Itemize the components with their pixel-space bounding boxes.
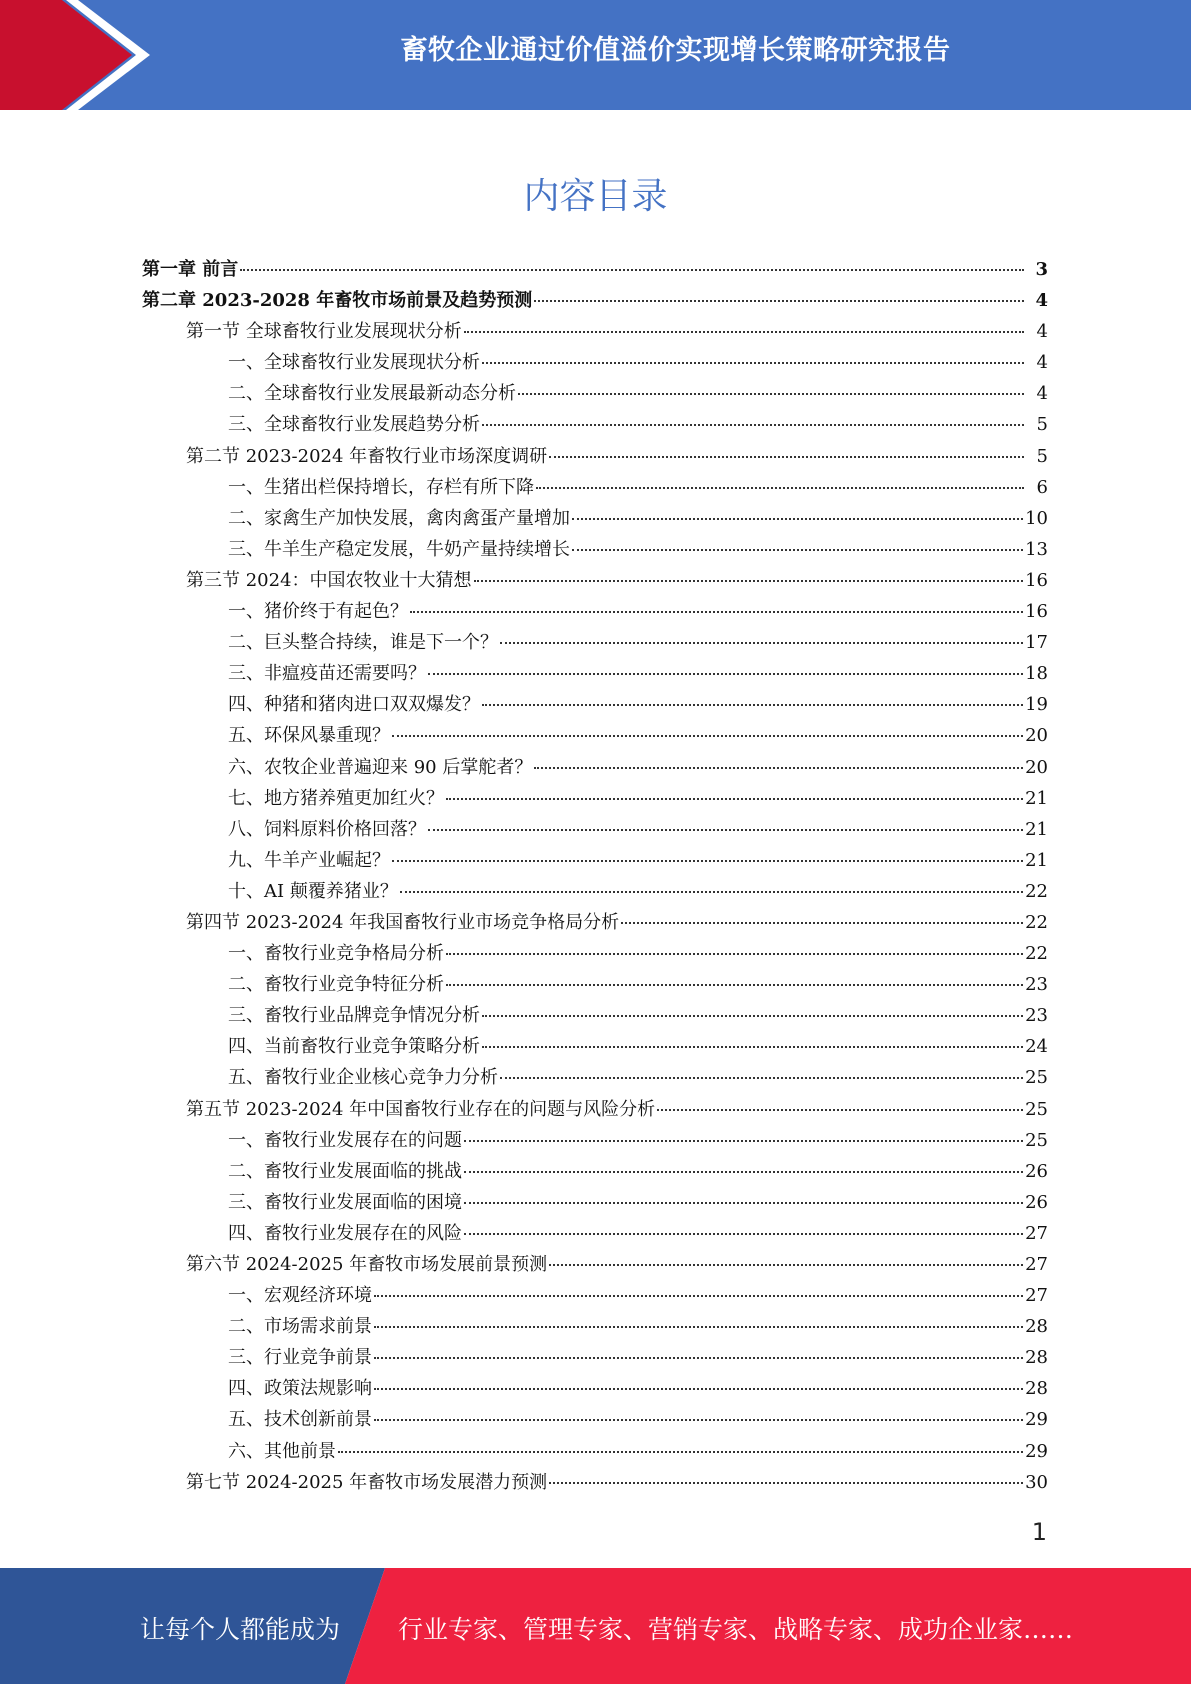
toc-entry-label: 第七节 2024-2025 年畜牧市场发展潜力预测 xyxy=(186,1471,548,1493)
toc-entry-page: 28 xyxy=(1025,1316,1048,1338)
toc-entry[interactable] xyxy=(142,1467,1048,1498)
toc-entry-label: 第六节 2024-2025 年畜牧市场发展前景预测 xyxy=(186,1254,548,1275)
toc-dot-leader xyxy=(374,1388,1023,1390)
toc-entry[interactable] xyxy=(142,1125,1048,1156)
toc-entry-page: 16 xyxy=(1025,601,1048,623)
toc-dot-leader xyxy=(446,798,1023,800)
toc-dot-leader xyxy=(621,922,1023,924)
toc-dot-leader xyxy=(374,1419,1023,1421)
toc-entry-page: 30 xyxy=(1025,1471,1048,1493)
footer-slogan-right: 行业专家、管理专家、营销专家、战略专家、成功企业家…… xyxy=(398,1615,1074,1644)
toc-entry-page: 21 xyxy=(1025,849,1048,871)
toc-entry-page: 16 xyxy=(1025,569,1048,591)
toc-entry[interactable] xyxy=(142,752,1048,783)
toc-entry[interactable] xyxy=(142,1187,1048,1218)
toc-entry[interactable] xyxy=(142,1094,1048,1125)
toc-dot-leader xyxy=(374,1295,1023,1297)
toc-entry-label: 第二章 2023-2028 年畜牧市场前景及趋势预测 xyxy=(142,290,533,312)
toc-entry[interactable] xyxy=(142,1436,1048,1467)
toc-dot-leader xyxy=(374,1357,1023,1359)
toc-entry[interactable] xyxy=(142,565,1048,596)
toc-dot-leader xyxy=(549,1482,1023,1484)
toc-entry[interactable] xyxy=(142,1000,1048,1031)
toc-dot-leader xyxy=(446,953,1023,955)
toc-entry-label: 第一节 全球畜牧行业发展现状分析 xyxy=(186,321,462,343)
toc-entry[interactable] xyxy=(142,1404,1048,1435)
toc-entry-page: 20 xyxy=(1025,725,1048,747)
toc-entry[interactable] xyxy=(142,938,1048,969)
toc-entry-page: 5 xyxy=(1036,445,1048,467)
toc-entry-page: 28 xyxy=(1025,1378,1048,1400)
toc-entry[interactable] xyxy=(142,441,1048,472)
toc-entry-page: 22 xyxy=(1025,880,1048,902)
toc-entry-label: 第二节 2023-2024 年畜牧行业市场深度调研 xyxy=(186,445,548,467)
toc-entry-label: 一、生猪出栏保持增长，存栏有所下降 xyxy=(228,476,534,498)
toc-entry-page: 13 xyxy=(1025,538,1048,560)
toc-entry-label: 三、畜牧行业品牌竞争情况分析 xyxy=(228,1005,480,1027)
toc-entry-page: 21 xyxy=(1025,818,1048,840)
toc-entry-page: 25 xyxy=(1025,1098,1048,1120)
toc-entry-label: 三、牛羊生产稳定发展，牛奶产量持续增长 xyxy=(228,538,570,560)
toc-entry[interactable] xyxy=(142,409,1048,440)
toc-entry[interactable] xyxy=(142,378,1048,409)
toc-entry[interactable] xyxy=(142,472,1048,503)
toc-entry-page: 24 xyxy=(1025,1036,1048,1058)
toc-dot-leader xyxy=(536,487,1024,489)
toc-entry-page: 27 xyxy=(1025,1285,1048,1307)
footer-banner xyxy=(0,1568,1191,1684)
toc-entry[interactable] xyxy=(142,814,1048,845)
footer-slogan-left: 让每个人都能成为 xyxy=(140,1615,341,1644)
toc-entry-label: 二、全球畜牧行业发展最新动态分析 xyxy=(228,383,516,405)
toc-dot-leader xyxy=(657,1109,1023,1111)
table-of-contents xyxy=(142,254,1048,1498)
toc-dot-leader xyxy=(549,1264,1023,1266)
toc-dot-leader xyxy=(338,1451,1023,1453)
toc-entry-page: 3 xyxy=(1035,259,1048,280)
toc-dot-leader xyxy=(534,300,1024,302)
toc-entry-page: 29 xyxy=(1025,1409,1048,1431)
toc-entry-label: 四、当前畜牧行业竞争策略分析 xyxy=(228,1036,480,1058)
toc-dot-leader xyxy=(500,642,1023,644)
toc-entry-page: 4 xyxy=(1036,352,1048,374)
toc-entry-label: 十、AI 颠覆养猪业？ xyxy=(228,880,398,902)
toc-entry-label: 六、农牧企业普遍迎来 90 后掌舵者？ xyxy=(228,756,533,778)
toc-entry-label: 一、畜牧行业竞争格局分析 xyxy=(228,943,444,965)
toc-heading: 内容目录 xyxy=(523,176,668,217)
toc-dot-leader xyxy=(482,362,1024,364)
toc-entry-page: 5 xyxy=(1036,414,1048,436)
toc-entry[interactable] xyxy=(142,783,1048,814)
toc-entry[interactable] xyxy=(142,969,1048,1000)
toc-entry-page: 19 xyxy=(1025,694,1048,716)
toc-entry-label: 七、地方猪养殖更加红火？ xyxy=(228,787,444,809)
toc-entry-label: 三、行业竞争前景 xyxy=(228,1347,372,1369)
toc-entry[interactable] xyxy=(142,534,1048,565)
toc-entry-page: 28 xyxy=(1025,1347,1048,1369)
toc-entry-label: 一、猪价终于有起色？ xyxy=(228,601,408,623)
page-number: 1 xyxy=(1031,1518,1047,1546)
report-title: 畜牧企业通过价值溢价实现增长策略研究报告 xyxy=(400,35,951,66)
toc-entry[interactable] xyxy=(142,254,1048,285)
toc-dot-leader xyxy=(374,1326,1023,1328)
toc-entry[interactable] xyxy=(142,1156,1048,1187)
toc-entry-page: 22 xyxy=(1025,911,1048,933)
toc-entry[interactable] xyxy=(142,627,1048,658)
toc-entry-label: 六、其他前景 xyxy=(228,1440,336,1462)
toc-entry[interactable] xyxy=(142,1280,1048,1311)
toc-dot-leader xyxy=(549,456,1024,458)
toc-entry[interactable] xyxy=(142,720,1048,751)
toc-dot-leader xyxy=(392,860,1023,862)
toc-entry-label: 一、宏观经济环境 xyxy=(228,1285,372,1307)
header-arrow-graphic xyxy=(0,0,170,110)
toc-entry-page: 20 xyxy=(1025,756,1048,778)
toc-dot-leader xyxy=(572,518,1023,520)
toc-entry-page: 26 xyxy=(1025,1160,1048,1182)
toc-dot-leader xyxy=(446,984,1023,986)
toc-dot-leader xyxy=(464,331,1024,333)
toc-entry[interactable] xyxy=(142,689,1048,720)
toc-dot-leader xyxy=(500,1077,1023,1079)
toc-dot-leader xyxy=(464,1140,1023,1142)
toc-entry[interactable] xyxy=(142,1062,1048,1093)
toc-entry[interactable] xyxy=(142,658,1048,689)
toc-entry[interactable] xyxy=(142,1249,1048,1280)
toc-dot-leader xyxy=(464,1202,1023,1204)
toc-entry[interactable] xyxy=(142,876,1048,907)
toc-dot-leader xyxy=(482,1015,1023,1017)
toc-entry-label: 五、环保风暴重现？ xyxy=(228,725,390,747)
header-banner xyxy=(0,0,1191,110)
toc-entry-label: 五、技术创新前景 xyxy=(228,1409,372,1431)
toc-dot-leader xyxy=(240,269,1024,271)
toc-entry[interactable] xyxy=(142,845,1048,876)
toc-entry[interactable] xyxy=(142,285,1048,316)
toc-entry-label: 二、畜牧行业发展面临的挑战 xyxy=(228,1160,462,1182)
toc-entry-label: 三、非瘟疫苗还需要吗？ xyxy=(228,663,426,685)
toc-dot-leader xyxy=(400,891,1023,893)
toc-dot-leader xyxy=(482,1046,1023,1048)
toc-dot-leader xyxy=(482,704,1023,706)
toc-entry-label: 二、市场需求前景 xyxy=(228,1316,372,1338)
toc-dot-leader xyxy=(482,424,1024,426)
toc-entry-page: 4 xyxy=(1035,290,1048,312)
toc-entry[interactable] xyxy=(142,316,1048,347)
toc-entry[interactable] xyxy=(142,347,1048,378)
toc-entry-label: 四、政策法规影响 xyxy=(228,1378,372,1400)
toc-entry-label: 二、畜牧行业竞争特征分析 xyxy=(228,974,444,996)
toc-entry[interactable] xyxy=(142,1218,1048,1249)
toc-entry-label: 第一章 前言 xyxy=(142,259,239,280)
toc-entry-page: 4 xyxy=(1036,383,1048,405)
toc-entry-label: 三、畜牧行业发展面临的困境 xyxy=(228,1191,462,1213)
toc-entry-label: 一、畜牧行业发展存在的问题 xyxy=(228,1129,462,1151)
toc-entry-label: 二、巨头整合持续，谁是下一个？ xyxy=(228,632,498,654)
toc-entry-label: 四、种猪和猪肉进口双双爆发？ xyxy=(228,694,480,716)
toc-entry-page: 25 xyxy=(1025,1067,1048,1089)
toc-entry-page: 21 xyxy=(1025,787,1048,809)
toc-dot-leader xyxy=(534,767,1023,769)
toc-entry[interactable] xyxy=(142,596,1048,627)
toc-entry[interactable] xyxy=(142,1031,1048,1062)
toc-entry-page: 17 xyxy=(1025,632,1048,654)
toc-entry-page: 25 xyxy=(1025,1129,1048,1151)
toc-entry-page: 22 xyxy=(1025,943,1048,965)
toc-entry[interactable] xyxy=(142,1342,1048,1373)
toc-entry[interactable] xyxy=(142,1373,1048,1404)
toc-dot-leader xyxy=(572,549,1023,551)
toc-entry-page: 27 xyxy=(1025,1222,1048,1244)
toc-entry-label: 第四节 2023-2024 年我国畜牧行业市场竞争格局分析 xyxy=(186,911,620,933)
toc-entry-page: 6 xyxy=(1036,476,1048,498)
toc-entry-label: 三、全球畜牧行业发展趋势分析 xyxy=(228,414,480,436)
toc-entry[interactable] xyxy=(142,1311,1048,1342)
toc-entry[interactable] xyxy=(142,907,1048,938)
toc-entry-page: 27 xyxy=(1025,1254,1048,1275)
toc-entry-page: 26 xyxy=(1025,1191,1048,1213)
toc-dot-leader xyxy=(464,1233,1023,1235)
toc-entry-label: 九、牛羊产业崛起？ xyxy=(228,849,390,871)
toc-dot-leader xyxy=(392,735,1023,737)
toc-entry-page: 4 xyxy=(1036,321,1048,343)
toc-entry-label: 第三节 2024：中国农牧业十大猜想 xyxy=(186,569,472,591)
toc-entry-label: 第五节 2023-2024 年中国畜牧行业存在的问题与风险分析 xyxy=(186,1098,656,1120)
toc-entry-label: 一、全球畜牧行业发展现状分析 xyxy=(228,352,480,374)
toc-dot-leader xyxy=(474,580,1024,582)
toc-entry-page: 18 xyxy=(1025,663,1048,685)
toc-entry-page: 29 xyxy=(1025,1440,1048,1462)
toc-dot-leader xyxy=(518,393,1024,395)
toc-dot-leader xyxy=(428,673,1023,675)
toc-entry-label: 四、畜牧行业发展存在的风险 xyxy=(228,1222,462,1244)
toc-dot-leader xyxy=(428,829,1023,831)
toc-entry-label: 五、畜牧行业企业核心竞争力分析 xyxy=(228,1067,498,1089)
toc-entry-label: 八、饲料原料价格回落？ xyxy=(228,818,426,840)
toc-entry-page: 23 xyxy=(1025,1005,1048,1027)
toc-entry[interactable] xyxy=(142,503,1048,534)
toc-dot-leader xyxy=(410,611,1023,613)
toc-entry-label: 二、家禽生产加快发展，禽肉禽蛋产量增加 xyxy=(228,507,570,529)
toc-entry-page: 23 xyxy=(1025,974,1048,996)
toc-dot-leader xyxy=(464,1171,1023,1173)
toc-entry-page: 10 xyxy=(1025,507,1048,529)
